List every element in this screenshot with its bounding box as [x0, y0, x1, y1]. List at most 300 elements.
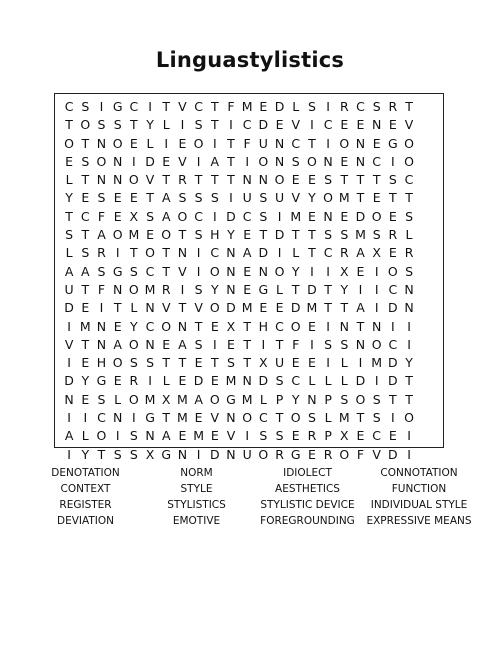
grid-letter: I: [326, 135, 330, 151]
grid-letter: G: [161, 446, 172, 462]
grid-letter: Y: [210, 281, 219, 297]
grid-letter: M: [144, 391, 156, 407]
grid-letter: I: [99, 99, 104, 114]
grid-letter: P: [324, 428, 332, 444]
grid-letter: E: [227, 336, 235, 352]
grid-letter: V: [194, 300, 203, 316]
grid-letter: I: [132, 153, 136, 169]
grid-letter: E: [291, 355, 300, 371]
grid-letter: C: [97, 410, 106, 426]
word-list-item: DEVIATION: [57, 515, 114, 527]
grid-letter: M: [225, 373, 237, 389]
grid-letter: T: [405, 99, 413, 114]
grid-letter: T: [243, 318, 251, 334]
grid-letter: I: [326, 318, 330, 334]
grid-letter: D: [226, 300, 236, 316]
grid-letter: Y: [340, 281, 349, 297]
grid-letter: O: [387, 263, 398, 279]
grid-letter: N: [339, 318, 349, 334]
page-title: Linguastylistics: [155, 48, 345, 72]
word-list: [30, 465, 475, 529]
grid-letter: O: [258, 446, 269, 462]
grid-letter: S: [97, 190, 106, 206]
grid-letter: I: [391, 410, 395, 426]
grid-letter: T: [389, 391, 397, 407]
word-list-item: INDIVIDUAL STYLE: [370, 499, 468, 511]
grid-letter: D: [193, 373, 204, 389]
grid-letter: I: [229, 117, 233, 133]
word-list-item: DENOTATION: [51, 467, 120, 479]
grid-letter: Y: [405, 355, 413, 371]
grid-letter: T: [227, 172, 235, 188]
grid-letter: X: [259, 355, 268, 371]
grid-letter: O: [274, 263, 285, 279]
grid-letter: O: [177, 208, 188, 224]
grid-letter: P: [275, 391, 284, 407]
grid-letter: S: [194, 190, 203, 206]
grid-letter: I: [326, 355, 330, 371]
grid-letter: I: [148, 373, 152, 389]
grid-letter: C: [372, 428, 382, 444]
word-list-item: CONNOTATION: [380, 467, 458, 479]
grid-letter: S: [405, 208, 413, 224]
grid-letter: T: [81, 336, 90, 352]
grid-letter: E: [307, 446, 316, 462]
grid-letter: T: [356, 410, 365, 426]
grid-letter: I: [374, 300, 379, 316]
grid-letter: I: [67, 318, 71, 334]
grid-letter: D: [258, 117, 269, 133]
grid-letter: L: [276, 281, 284, 297]
grid-letter: T: [65, 208, 73, 224]
grid-letter: R: [339, 99, 349, 114]
grid-letter: I: [310, 263, 314, 279]
grid-letter: E: [194, 355, 203, 371]
grid-letter: I: [212, 208, 217, 224]
grid-letter: T: [243, 336, 251, 352]
grid-letter: O: [209, 300, 220, 316]
grid-letter: D: [355, 208, 366, 224]
grid-letter: L: [340, 373, 348, 389]
grid-letter: H: [96, 355, 107, 371]
grid-letter: O: [306, 153, 317, 169]
grid-letter: C: [80, 208, 90, 224]
word-list-item: AESTHETICS: [275, 483, 340, 495]
grid-letter: M: [177, 410, 188, 426]
grid-letter: N: [323, 208, 333, 224]
grid-letter: T: [227, 135, 235, 151]
grid-letter: A: [356, 245, 365, 261]
grid-letter: E: [178, 428, 187, 444]
grid-letter: S: [194, 281, 203, 297]
grid-letter: N: [404, 300, 414, 316]
grid-letter: T: [162, 263, 171, 279]
grid-letter: N: [177, 245, 188, 261]
grid-letter: I: [229, 190, 233, 206]
grid-letter: E: [372, 190, 381, 206]
grid-letter: T: [146, 190, 154, 206]
grid-letter: U: [64, 281, 74, 297]
grid-letter: E: [81, 391, 90, 407]
grid-letter: N: [145, 428, 155, 444]
grid-letter: E: [307, 355, 316, 371]
grid-letter: S: [275, 428, 284, 444]
word-list-item: REGISTER: [59, 499, 112, 511]
grid-letter: F: [243, 135, 251, 151]
grid-letter: C: [242, 117, 252, 133]
grid-letter: T: [308, 227, 316, 243]
grid-letter: I: [67, 410, 71, 426]
grid-letter: T: [324, 281, 332, 297]
grid-letter: M: [241, 99, 253, 114]
grid-letter: T: [113, 300, 122, 316]
grid-letter: E: [340, 117, 349, 133]
grid-letter: D: [307, 281, 317, 297]
grid-letter: E: [307, 172, 316, 188]
grid-letter: A: [242, 245, 252, 261]
grid-letter: U: [242, 190, 252, 206]
grid-letter: Y: [65, 190, 73, 206]
grid-letter: E: [307, 208, 316, 224]
grid-letter: L: [162, 373, 170, 389]
grid-letter: I: [196, 153, 201, 169]
grid-letter: O: [290, 410, 301, 426]
grid-letter: R: [178, 172, 187, 188]
grid-letter: E: [388, 208, 397, 224]
grid-letter: D: [145, 153, 155, 169]
grid-letter: I: [83, 410, 88, 426]
grid-letter: T: [324, 300, 332, 316]
grid-letter: T: [340, 300, 349, 316]
grid-letter: C: [356, 99, 365, 114]
grid-letter: T: [97, 446, 106, 462]
grid-letter: C: [323, 245, 333, 261]
grid-letter: L: [405, 227, 413, 243]
grid-letter: E: [388, 117, 397, 133]
grid-letter: X: [226, 318, 236, 334]
grid-letter: R: [161, 281, 171, 297]
grid-letter: E: [356, 428, 365, 444]
grid-letter: D: [355, 373, 366, 389]
grid-letter: T: [340, 172, 349, 188]
grid-letter: S: [291, 153, 300, 169]
grid-letter: I: [115, 428, 120, 444]
grid-letter: D: [388, 355, 398, 371]
grid-letter: R: [388, 227, 398, 243]
grid-letter: T: [308, 245, 316, 261]
grid-letter: I: [148, 99, 152, 114]
grid-letter: V: [291, 117, 300, 133]
grid-letter: T: [210, 117, 219, 133]
grid-letter: O: [193, 135, 204, 151]
grid-letter: N: [274, 153, 285, 169]
grid-letter: T: [194, 172, 203, 188]
grid-letter: C: [194, 99, 203, 114]
grid-letter: D: [388, 300, 398, 316]
grid-letter: E: [388, 428, 397, 444]
grid-letter: I: [326, 99, 330, 114]
grid-letter: T: [291, 227, 300, 243]
grid-letter: I: [164, 135, 169, 151]
grid-letter: M: [144, 281, 156, 297]
grid-letter: G: [388, 135, 398, 151]
grid-letter: M: [306, 300, 318, 316]
grid-letter: A: [356, 300, 365, 316]
grid-letter: L: [130, 300, 138, 316]
grid-letter: E: [259, 99, 268, 114]
grid-letter: R: [404, 245, 414, 261]
grid-letter: A: [161, 190, 171, 206]
grid-letter: T: [162, 410, 171, 426]
grid-letter: X: [372, 245, 381, 261]
grid-letter: N: [145, 300, 155, 316]
grid-letter: O: [274, 172, 285, 188]
grid-letter: C: [323, 117, 333, 133]
grid-letter: E: [243, 281, 252, 297]
grid-letter: M: [338, 410, 350, 426]
grid-letter: S: [129, 428, 138, 444]
grid-letter: O: [96, 153, 107, 169]
grid-letter: I: [407, 428, 411, 444]
grid-letter: O: [258, 153, 269, 169]
grid-letter: V: [372, 446, 381, 462]
grid-letter: E: [129, 135, 138, 151]
grid-letter: I: [261, 336, 266, 352]
grid-letter: C: [258, 410, 268, 426]
grid-letter: O: [242, 410, 253, 426]
grid-letter: I: [277, 245, 282, 261]
grid-letter: V: [291, 190, 300, 206]
grid-letter: I: [310, 117, 314, 133]
grid-letter: T: [210, 172, 219, 188]
grid-letter: E: [210, 373, 219, 389]
grid-letter: T: [81, 281, 90, 297]
grid-letter: G: [96, 373, 107, 389]
grid-letter: S: [194, 336, 203, 352]
grid-letter: N: [96, 135, 107, 151]
grid-letter: E: [162, 336, 171, 352]
grid-letter: E: [65, 153, 74, 169]
grid-letter: I: [374, 263, 379, 279]
grid-letter: O: [128, 281, 139, 297]
grid-letter: M: [355, 227, 366, 243]
grid-letter: D: [258, 373, 269, 389]
grid-letter: M: [79, 318, 91, 334]
grid-letter: D: [226, 208, 236, 224]
grid-letter: T: [162, 99, 171, 114]
grid-letter: M: [290, 208, 302, 224]
grid-letter: O: [404, 153, 414, 169]
grid-letter: S: [113, 117, 122, 133]
grid-letter: A: [113, 336, 122, 352]
grid-letter: N: [226, 281, 236, 297]
grid-letter: T: [81, 227, 90, 243]
grid-letter: T: [405, 190, 413, 206]
grid-letter: N: [242, 373, 252, 389]
grid-letter: Y: [227, 227, 235, 243]
grid-letter: S: [307, 99, 316, 114]
grid-letter: S: [324, 172, 333, 188]
grid-letter: I: [196, 245, 201, 261]
grid-letter: M: [177, 391, 188, 407]
grid-letter: T: [210, 99, 219, 114]
grid-letter: N: [226, 263, 236, 279]
grid-letter: I: [67, 355, 71, 371]
grid-letter: Y: [291, 263, 300, 279]
grid-letter: Y: [291, 391, 300, 407]
grid-letter: T: [389, 190, 397, 206]
grid-letter: T: [356, 172, 365, 188]
grid-letter: S: [210, 190, 219, 206]
grid-letter: N: [242, 172, 252, 188]
grid-letter: G: [258, 281, 269, 297]
grid-letter: S: [129, 263, 138, 279]
grid-letter: I: [407, 318, 411, 334]
grid-letter: C: [194, 208, 203, 224]
grid-letter: X: [129, 208, 139, 224]
grid-letter: U: [258, 135, 268, 151]
grid-letter: E: [291, 428, 300, 444]
word-list-item: STYLE: [180, 483, 213, 495]
grid-letter: F: [97, 208, 106, 224]
grid-letter: A: [161, 208, 171, 224]
grid-letter: I: [67, 446, 71, 462]
grid-letter: S: [227, 355, 235, 371]
grid-letter: L: [292, 245, 300, 261]
grid-letter: S: [81, 245, 90, 261]
grid-letter: I: [374, 373, 379, 389]
grid-letter: O: [371, 336, 382, 352]
grid-letter: O: [161, 227, 172, 243]
word-list-item: IDIOLECT: [283, 467, 332, 479]
word-list-item: NORM: [180, 467, 213, 479]
grid-letter: M: [241, 300, 253, 316]
grid-letter: S: [146, 208, 154, 224]
grid-letter: G: [290, 446, 301, 462]
grid-letter: T: [227, 153, 235, 169]
grid-letter: I: [407, 336, 411, 352]
grid-letter: E: [178, 135, 187, 151]
grid-letter: N: [96, 318, 107, 334]
letter-grid-box: [54, 93, 444, 462]
grid-letter: D: [64, 373, 74, 389]
grid-letter: I: [358, 355, 363, 371]
grid-letter: R: [388, 99, 398, 114]
grid-letter: L: [324, 373, 332, 389]
grid-letter: A: [178, 336, 187, 352]
grid-letter: S: [194, 227, 203, 243]
grid-letter: T: [130, 117, 138, 133]
grid-letter: I: [326, 263, 330, 279]
grid-letter: O: [128, 391, 139, 407]
grid-letter: F: [227, 99, 235, 114]
grid-letter: V: [210, 410, 220, 426]
grid-letter: V: [226, 428, 236, 444]
grid-letter: S: [129, 446, 138, 462]
grid-letter: L: [114, 391, 122, 407]
grid-letter: S: [65, 227, 74, 243]
grid-letter: C: [145, 263, 155, 279]
grid-letter: I: [391, 318, 395, 334]
grid-letter: U: [274, 355, 285, 371]
grid-letter: O: [128, 336, 139, 352]
grid-letter: M: [338, 190, 350, 206]
grid-letter: L: [65, 172, 73, 188]
grid-letter: I: [180, 281, 185, 297]
grid-letter: I: [407, 446, 411, 462]
grid-letter: N: [371, 117, 382, 133]
grid-letter: I: [212, 135, 217, 151]
grid-letter: O: [371, 208, 382, 224]
grid-letter: N: [323, 153, 333, 169]
grid-letter: I: [277, 208, 282, 224]
word-list-item: FOREGROUNDING: [260, 515, 355, 527]
grid-letter: N: [96, 336, 107, 352]
grid-letter: T: [162, 245, 171, 261]
grid-letter: E: [146, 227, 154, 243]
grid-letter: N: [177, 446, 188, 462]
grid-letter: N: [258, 172, 269, 188]
grid-letter: E: [307, 318, 316, 334]
grid-letter: V: [178, 263, 187, 279]
grid-letter: C: [129, 99, 139, 114]
grid-letter: N: [145, 336, 155, 352]
grid-letter: N: [258, 263, 269, 279]
grid-letter: I: [358, 281, 363, 297]
grid-letter: S: [97, 117, 106, 133]
grid-letter: G: [112, 99, 123, 114]
grid-letter: O: [112, 355, 123, 371]
grid-letter: E: [243, 227, 252, 243]
grid-letter: M: [128, 227, 140, 243]
grid-letter: E: [291, 172, 300, 188]
grid-letter: C: [291, 135, 301, 151]
grid-letter: S: [113, 446, 122, 462]
grid-letter: N: [226, 245, 236, 261]
grid-letter: E: [340, 153, 349, 169]
grid-letter: A: [161, 428, 171, 444]
grid-letter: V: [161, 300, 171, 316]
grid-letter: S: [340, 391, 349, 407]
grid-letter: A: [97, 227, 106, 243]
grid-letter: I: [196, 446, 201, 462]
grid-letter: S: [81, 99, 90, 114]
grid-letter: E: [275, 300, 284, 316]
grid-letter: T: [259, 227, 268, 243]
grid-letter: T: [65, 117, 73, 133]
grid-letter: L: [259, 391, 267, 407]
grid-letter: S: [372, 99, 381, 114]
grid-letter: I: [245, 428, 249, 444]
grid-letter: D: [388, 373, 398, 389]
grid-letter: X: [339, 428, 349, 444]
grid-letter: S: [259, 428, 268, 444]
grid-letter: S: [405, 263, 413, 279]
grid-letter: N: [64, 391, 74, 407]
grid-letter: L: [65, 245, 73, 261]
grid-letter: I: [310, 336, 314, 352]
grid-letter: P: [324, 391, 332, 407]
grid-letter: T: [405, 391, 413, 407]
grid-letter: O: [96, 428, 107, 444]
grid-letter: O: [161, 318, 172, 334]
grid-letter: T: [210, 355, 219, 371]
grid-letter: N: [96, 172, 107, 188]
grid-letter: D: [258, 245, 269, 261]
grid-letter: E: [210, 428, 219, 444]
grid-letter: S: [129, 355, 138, 371]
grid-letter: O: [323, 190, 334, 206]
